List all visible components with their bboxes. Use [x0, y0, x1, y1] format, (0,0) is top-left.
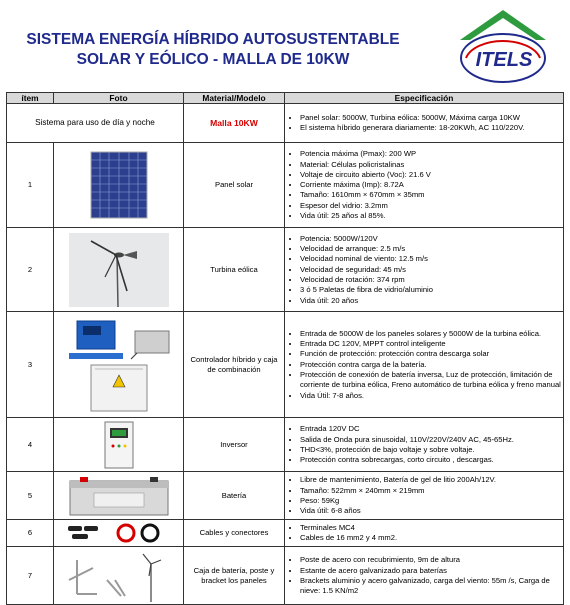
spec-item: • Salida de Onda pura sinusoidal, 110V/220V/240V AC, 45-65Hz. — [300, 435, 561, 445]
row-material: Batería — [184, 472, 285, 520]
spec-item: • Protección de conexión de batería inversa, Luz de protección, limitación de corriente de turbina eólica, Freno automático de turbina eólica y freno manual — [300, 370, 561, 391]
row-item: 1 — [7, 143, 54, 228]
summary-model: Malla 10KW — [184, 104, 285, 143]
spec-item: • Potencia: 5000W/120V — [300, 234, 561, 244]
logo-text: ITELS — [475, 49, 533, 71]
row-specs — [285, 418, 564, 472]
table-row — [7, 228, 564, 312]
row-item: 6 — [7, 520, 54, 547]
spec-item: • Libre de mantenimiento, Batería de gel de litio 200Ah/12V. — [300, 475, 561, 485]
spec-item: • 3 ó 5 Paletas de fibra de vidrio/aluminio — [300, 285, 561, 295]
table-row — [7, 520, 564, 547]
row-specs — [285, 312, 564, 418]
wind-turbine-photo — [54, 228, 184, 312]
row-material: Inversor — [184, 418, 285, 472]
spec-item: • Cables de 16 mm2 y 4 mm2. — [300, 533, 561, 543]
row-material: Turbina eólica — [184, 228, 285, 312]
row-material: Cables y conectores — [184, 520, 285, 547]
spec-item: • Protección contra carga de la batería. — [300, 360, 561, 370]
row-specs — [285, 228, 564, 312]
spec-item: • Estante de acero galvanizado para baterías — [300, 566, 561, 576]
solar-panel-photo — [54, 143, 184, 228]
title-line-1: SISTEMA ENERGÍA HÍBRIDO AUTOSUSTENTABLE — [26, 31, 400, 48]
row-item: 4 — [7, 418, 54, 472]
row-material: Caja de batería, poste y bracket los paneles — [184, 547, 285, 605]
spec-item: • Vida útil: 25 años al 85%. — [300, 211, 561, 221]
header — [0, 0, 570, 92]
table-row — [7, 472, 564, 520]
table-row — [7, 312, 564, 418]
title-line-2: SOLAR Y EÓLICO - MALLA DE 10KW — [76, 51, 350, 68]
row-material: Controlador híbrido y caja de combinación — [184, 312, 285, 418]
spec-item: • Velocidad nominal de viento: 12.5 m/s — [300, 254, 561, 264]
table-row — [7, 418, 564, 472]
spec-item: • Peso: 59Kg — [300, 496, 561, 506]
spec-item: • Corriente máxima (Imp): 8.72A — [300, 180, 561, 190]
battery-photo — [54, 472, 184, 520]
spec-item: • Poste de acero con recubrimiento, 9m de altura — [300, 555, 561, 565]
cables-photo — [54, 520, 184, 547]
row-material: Panel solar — [184, 143, 285, 228]
summary-specs — [285, 104, 564, 143]
page-title — [8, 30, 418, 70]
spec-item: • Vida Útil: 7-8 años. — [300, 391, 561, 401]
spec-table — [6, 92, 564, 605]
hybrid-controller-photo — [54, 312, 184, 418]
spec-item: • Tamaño: 522mm × 240mm × 219mm — [300, 486, 561, 496]
row-item: 2 — [7, 228, 54, 312]
spec-item: • THD<3%, protección de bajo voltaje y sobre voltaje. — [300, 445, 561, 455]
table-row — [7, 547, 564, 605]
spec-item: • Vida útil: 6-8 años — [300, 506, 561, 516]
spec-item: • Tamaño: 1610mm × 670mm × 35mm — [300, 190, 561, 200]
spec-item: • Entrada de 5000W de los paneles solares y 5000W de la turbina eólica. — [300, 329, 561, 339]
spec-item: • Voltaje de circuito abierto (Voc): 21.6 V — [300, 170, 561, 180]
summary-label: Sistema para uso de día y noche — [7, 104, 184, 143]
row-specs — [285, 547, 564, 605]
spec-item: • El sistema híbrido generara diariamente: 18-20KWh, AC 110/220V. — [300, 123, 561, 133]
spec-item: • Velocidad de seguridad: 45 m/s — [300, 265, 561, 275]
itels-logo — [448, 6, 558, 88]
row-item: 5 — [7, 472, 54, 520]
brackets-pole-photo — [54, 547, 184, 605]
row-item: 7 — [7, 547, 54, 605]
spec-item: • Velocidad de rotación: 374 rpm — [300, 275, 561, 285]
spec-item: • Vida útil: 20 años — [300, 296, 561, 306]
header-item: ítem — [7, 93, 54, 104]
spec-item: • Espesor del vidrio: 3.2mm — [300, 201, 561, 211]
spec-item: • Brackets aluminio y acero galvanizado, carga del viento: 55m /s, Carga de nieve: 1.5 KN/m2 — [300, 576, 561, 597]
spec-item: • Función de protección: protección contra descarga solar — [300, 349, 561, 359]
header-spec: Especificación — [285, 93, 564, 104]
row-specs — [285, 520, 564, 547]
spec-item: • Entrada DC 120V, MPPT control inteligente — [300, 339, 561, 349]
row-item: 3 — [7, 312, 54, 418]
row-specs — [285, 143, 564, 228]
spec-item: • Velocidad de arranque: 2.5 m/s — [300, 244, 561, 254]
spec-item: • Entrada 120V DC — [300, 424, 561, 434]
spec-item: • Terminales MC4 — [300, 523, 561, 533]
table-row — [7, 143, 564, 228]
spec-item: • Protección contra sobrecargas, corto circuito , descargas. — [300, 455, 561, 465]
header-photo: Foto — [54, 93, 184, 104]
inverter-photo — [54, 418, 184, 472]
spec-item: • Material: Células policristalinas — [300, 160, 561, 170]
spec-item: • Panel solar: 5000W, Turbina eólica: 5000W, Máxima carga 10KW — [300, 113, 561, 123]
summary-row — [7, 104, 564, 143]
spec-item: • Potencia máxima (Pmax): 200 WP — [300, 149, 561, 159]
header-material: Material/Modelo — [184, 93, 285, 104]
row-specs — [285, 472, 564, 520]
